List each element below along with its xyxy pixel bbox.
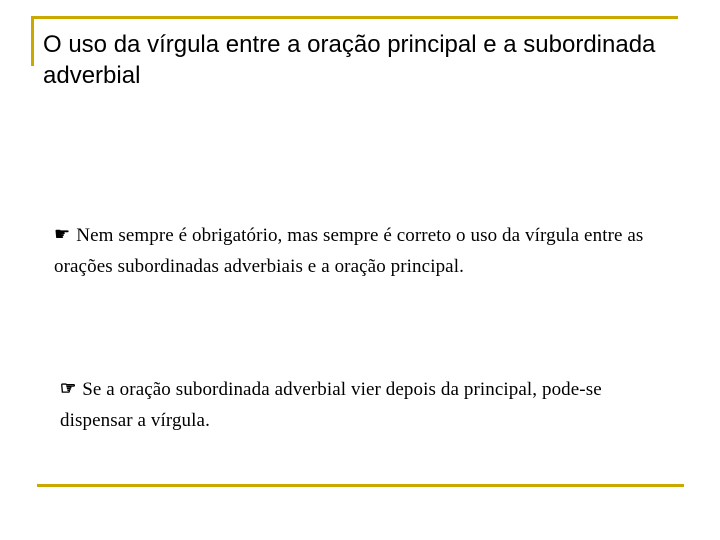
left-accent-rule	[31, 16, 34, 66]
top-accent-rule	[31, 16, 678, 19]
bottom-accent-rule	[37, 484, 684, 487]
bullet-1-text: Nem sempre é obrigatório, mas sempre é correto o uso da vírgula entre as orações subordinadas adverbiais e a oração principal.	[54, 225, 644, 277]
bullet-2	[60, 373, 620, 436]
bullet-1	[54, 219, 694, 282]
bullet-2-text: Se a oração subordinada adverbial vier depois da principal, pode-se dispensar a vírgula.	[60, 379, 602, 431]
slide-title: O uso da vírgula entre a oração principal e a subordinada adverbial	[43, 31, 656, 89]
pointing-hand-outline-icon: ☞	[60, 378, 77, 399]
pointing-hand-icon: ☛	[54, 224, 71, 245]
